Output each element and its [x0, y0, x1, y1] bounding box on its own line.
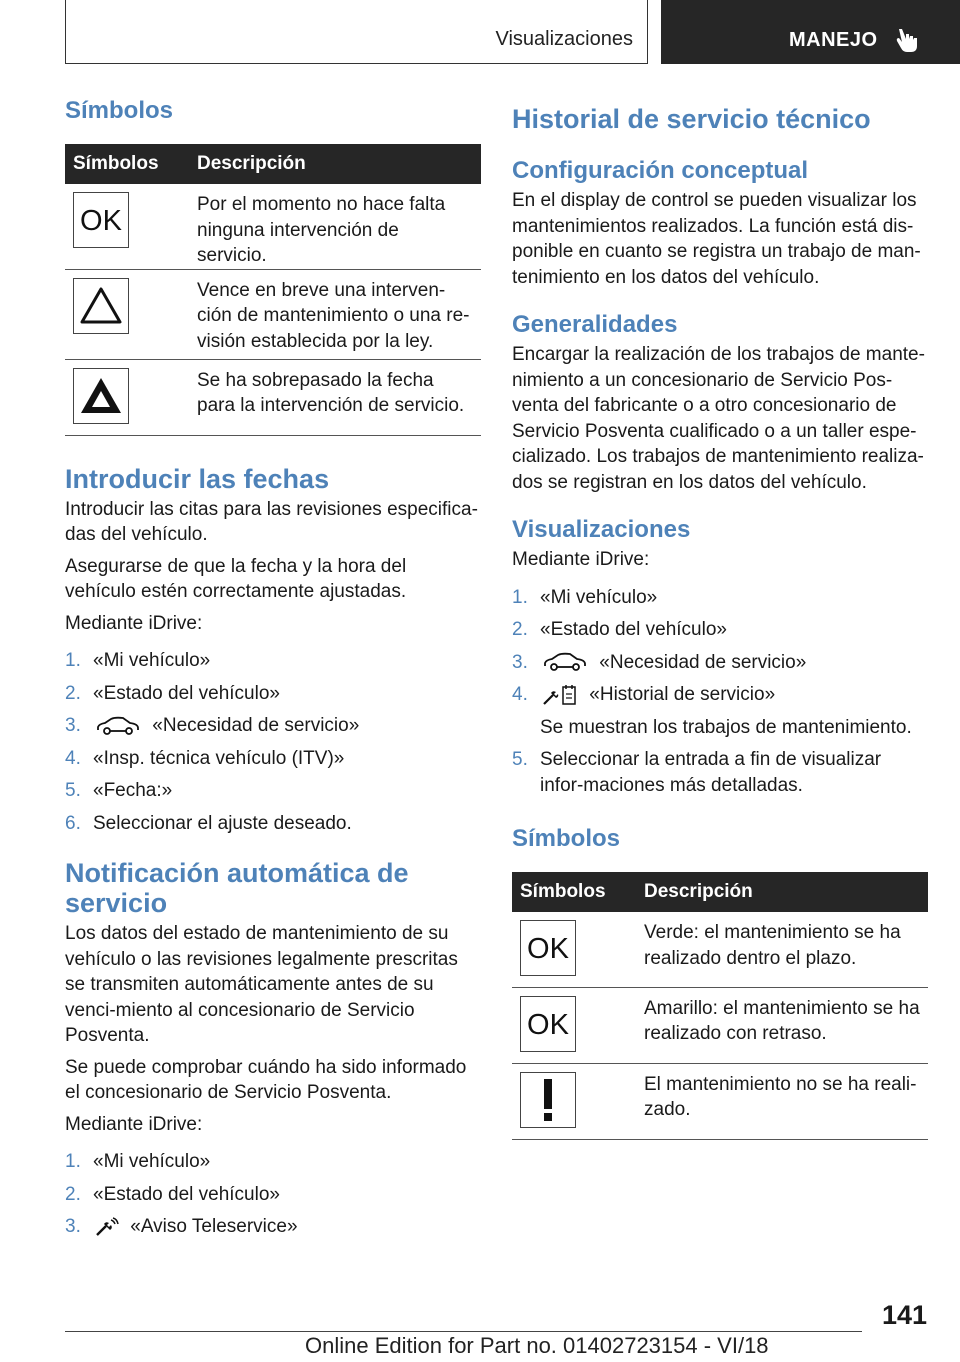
header-section-box — [65, 0, 648, 64]
footer-edition: Online Edition for Part no. 01402723154 - VI/18 — [305, 1333, 769, 1358]
table-cell-description: El mantenimiento no se ha reali-zado. — [636, 1063, 928, 1139]
exclamation-icon — [520, 1072, 576, 1128]
symbols-title-left: Símbolos — [65, 97, 174, 124]
general-paragraph: Encargar la realización de los trabajos de mante-nimiento a un concesionario de Servicio Pos-venta del fabricante o a otro concesionario de Servicio Posventa cualificado o a un taller espe-cializado. Los trabajos de mantenimiento realiza-dos se registran en los datos del vehículo. — [512, 344, 925, 493]
table-row — [65, 184, 481, 269]
warning-triangle-icon — [73, 278, 129, 334]
table-cell-description: Por el momento no hace falta ninguna intervención de servicio. — [189, 184, 481, 269]
list-item: 5. Seleccionar la entrada a fin de visualizar infor-maciones más detalladas. — [512, 749, 882, 796]
views-steps — [512, 585, 928, 799]
symbols-table-right — [512, 872, 928, 1140]
service-history-icon — [542, 684, 578, 706]
table-cell-description: Vence en breve una interven-ción de mantenimiento o una re-visión establecida por la ley. — [189, 269, 481, 359]
notification-paragraph-3: Mediante iDrive: — [65, 1113, 203, 1135]
symbols-title-right: Símbolos — [512, 825, 621, 852]
list-item: 2. «Estado del vehículo» — [65, 1183, 280, 1205]
views-paragraph: Mediante iDrive: — [512, 549, 650, 570]
table-head-description: Descripción — [189, 144, 481, 184]
general-title: Generalidades — [512, 311, 678, 338]
ok-icon — [73, 192, 129, 248]
footer-divider — [65, 1331, 862, 1332]
table-head-symbol: Símbolos — [65, 144, 189, 184]
notification-paragraph-1: Los datos del estado de mantenimiento de su vehículo o las revisiones legalmente prescritas se transmiten automáticamente antes de su venci-miento al concesionario de Servicio Posventa. — [65, 923, 458, 1046]
step-note: Se muestran los trabajos de mantenimiento. — [540, 716, 912, 738]
views-title: Visualizaciones — [512, 516, 691, 543]
dates-paragraph-1: Introducir las citas para las revisiones especifica-das del vehículo. — [65, 498, 478, 545]
header-section-title: Visualizaciones — [495, 28, 633, 50]
pointing-hand-icon — [893, 26, 921, 54]
right-column — [512, 96, 928, 1140]
svg-text:OK: OK — [527, 934, 569, 962]
dates-title: Introducir las fechas — [65, 463, 330, 494]
list-item: 1. «Mi vehículo» — [65, 1151, 211, 1172]
header-chapter-title: MANEJO — [789, 29, 878, 51]
left-column — [65, 96, 481, 1247]
list-item: 2. «Estado del vehículo» — [512, 619, 727, 640]
dates-paragraph-3: Mediante iDrive: — [65, 612, 203, 634]
svg-text:OK: OK — [80, 206, 122, 234]
symbols-table-left — [65, 144, 481, 436]
table-head-symbol: Símbolos — [512, 872, 636, 912]
table-head-description: Descripción — [636, 872, 928, 912]
list-item: 4. «Insp. técnica vehículo (ITV)» — [65, 747, 345, 769]
list-item: 1. «Mi vehículo» — [65, 650, 211, 671]
notification-paragraph-2: Se puede comprobar cuándo ha sido informado el concesionario de Servicio Posventa. — [65, 1056, 467, 1103]
list-item: 1. «Mi vehículo» — [512, 586, 658, 608]
teleservice-icon — [95, 1217, 119, 1237]
list-item: 3. «Aviso Teleservice» — [65, 1216, 298, 1237]
list-item: 3. «Necesidad de servicio» — [65, 715, 360, 736]
car-icon — [95, 716, 141, 736]
dates-paragraph-2: Asegurarse de que la fecha y la hora del vehículo estén correctamente ajustadas. — [65, 555, 407, 602]
table-row — [512, 1063, 928, 1139]
table-row — [512, 912, 928, 987]
ok-icon — [520, 996, 576, 1052]
table-cell-description: Verde: el mantenimiento se ha realizado dentro el plazo. — [636, 912, 928, 987]
ok-icon — [520, 920, 576, 976]
table-cell-description: Amarillo: el mantenimiento se ha realizado con retraso. — [636, 987, 928, 1063]
header-chapter-box — [661, 0, 960, 64]
concept-paragraph: En el display de control se pueden visualizar los mantenimientos realizados. La función está dis-ponible en cuanto se registra un trabajo de man-tenimiento en los datos del vehículo. — [512, 190, 921, 288]
notification-title: Notificación automática de servicio — [65, 858, 409, 918]
list-item: 4. «Historial de servicio» Se muestran los trabajos de mantenimiento. — [512, 682, 928, 740]
list-item: 2. «Estado del vehículo» — [65, 682, 280, 704]
dates-steps — [65, 648, 481, 836]
page-number: 141 — [882, 1300, 928, 1330]
history-title: Historial de servicio técnico — [512, 104, 871, 134]
table-cell-description: Se ha sobrepasado la fecha para la intervención de servicio. — [189, 359, 481, 435]
table-row — [65, 269, 481, 359]
list-item: 3. «Necesidad de servicio» — [512, 651, 807, 673]
table-row — [65, 359, 481, 435]
concept-title: Configuración conceptual — [512, 157, 809, 184]
warning-triangle-filled-icon — [73, 368, 129, 424]
list-item: 5. «Fecha:» — [65, 780, 173, 801]
notification-steps — [65, 1149, 481, 1240]
svg-text:OK: OK — [527, 1009, 569, 1038]
table-row — [512, 987, 928, 1063]
car-icon — [542, 652, 588, 672]
list-item: 6. Seleccionar el ajuste deseado. — [65, 812, 352, 834]
